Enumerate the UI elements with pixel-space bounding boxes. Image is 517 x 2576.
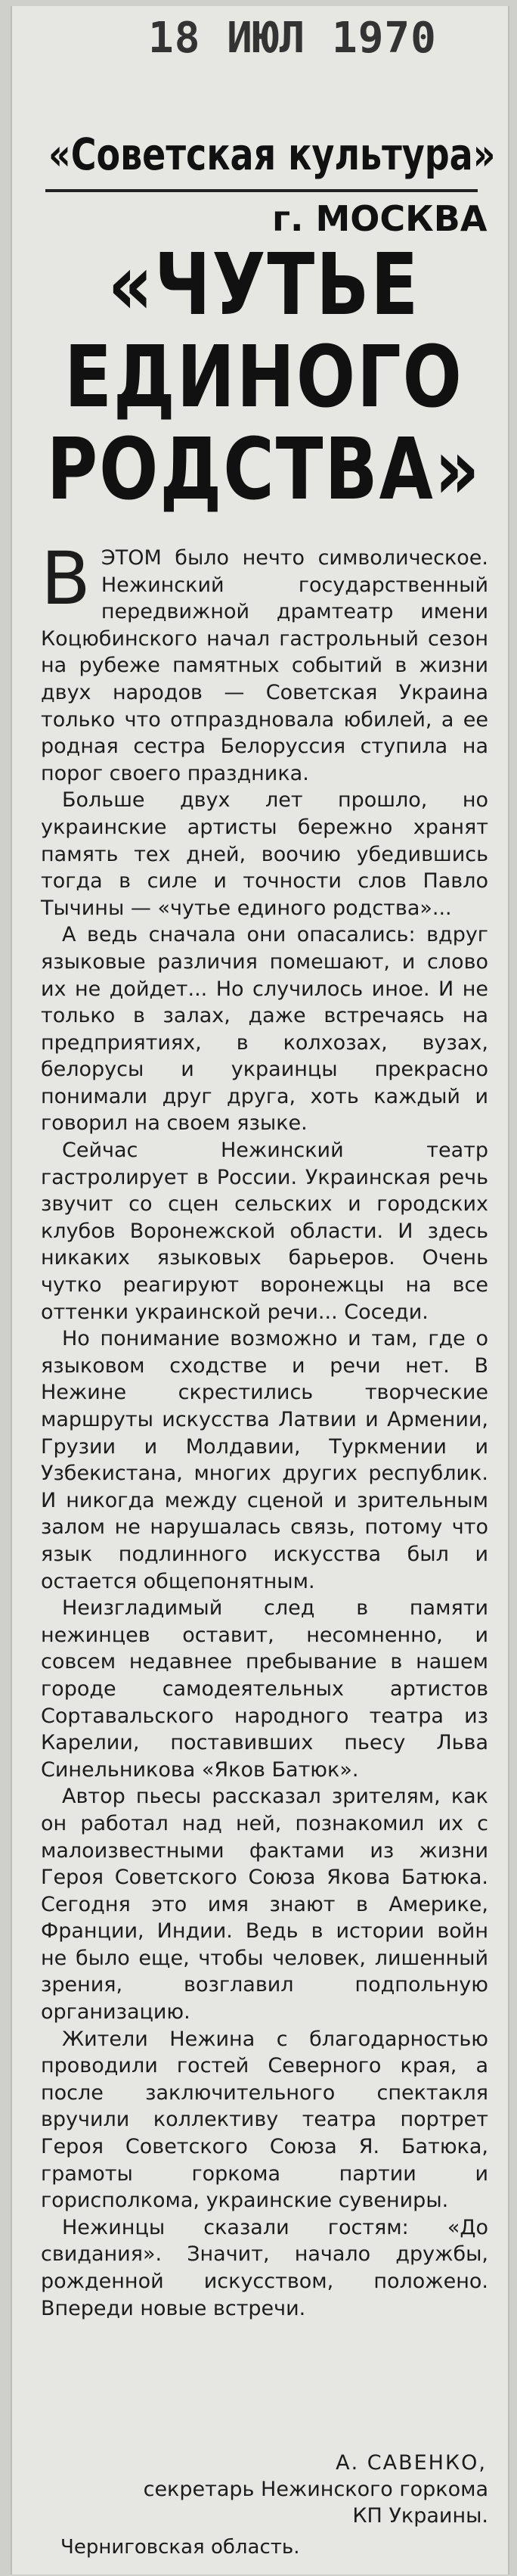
newspaper-name: «Советская культура» bbox=[48, 129, 496, 180]
headline-line-2: ЕДИНОГО bbox=[64, 328, 463, 427]
author-party: КП Украины. bbox=[352, 2504, 488, 2528]
paragraph bbox=[41, 536, 488, 787]
headline-line-1: «ЧУТЬЕ bbox=[107, 235, 420, 334]
author-title: секретарь Нежинского горкома bbox=[143, 2478, 488, 2501]
author-name: А. САВЕНКО, bbox=[336, 2451, 487, 2475]
paragraph-text: ЭТОМ было нечто символическое. Нежинский государственный передвижной драмтеатр имени Коцюбинского начал гастрольный сезон на рубеже памятных событий в жизни двух народов — Советская Украина только что отпраздновала юбилей, а ее родная сестра Белоруссия ступила на порог своего праздника. bbox=[41, 546, 488, 785]
paragraph: Жители Нежина с благодарностью проводили гостей Северного края, а после заключительного спектакля вручили коллективу театра портрет Героя Советского Союза Я. Батюка, грамоты горкома партии и горисполкома, украинские сувениры. bbox=[41, 2027, 488, 2213]
date-stamp: 18 ИЮЛ 1970 bbox=[148, 14, 437, 63]
paragraph: Нежинцы сказали гостям: «До свидания». Значит, начало дружбы, рожденной искусством, положено. Впереди новые встречи. bbox=[41, 2215, 488, 2320]
headline-line-3: РОДСТВА» bbox=[46, 420, 481, 519]
paragraph: Больше двух лет прошло, но украинские артисты бережно хранят память тех дней, воочию убедившись тогда в силе и точности слов Павло Тычины — «чутье единого родства»... bbox=[41, 788, 488, 920]
article-headline bbox=[33, 235, 494, 519]
paragraph: Неизгладимый след в памяти нежинцев оставит, несомненно, и совсем недавнее пребывание в нашем городе самодеятельных артистов Сортавальского народного театра из Карелии, поставивших пьесу Льва Синельникова «Яков Батюк». bbox=[41, 1596, 488, 1782]
paragraph: Автор пьесы рассказал зрителям, как он работал над ней, познакомил их с малоизвестными фактами из жизни Героя Советского Союза Якова Батюка. Сегодня это имя знают в Америке, Франции, Индии. Ведь в истории войн не было еще, чтобы человек, лишенный зрения, возглавил подпольную организацию. bbox=[41, 1785, 488, 2024]
region-label: Черниговская область. bbox=[60, 2536, 300, 2559]
paragraph: Но понимание возможно и там, где о языковом сходстве и речи нет. В Нежине скрестились творческие маршруты искусства Латвии и Армении, Грузии и Молдавии, Туркмении и Узбекистана, многих других республик. И никогда между сценой и зрительным залом не нарушалась связь, потому что язык подлинного искусства был и остается общепонятным. bbox=[41, 1327, 488, 1593]
newspaper-city: г. МОСКВА bbox=[272, 198, 488, 239]
author-signature bbox=[41, 2450, 488, 2529]
header-rule bbox=[45, 189, 478, 192]
drop-cap: В bbox=[41, 536, 91, 621]
article-body bbox=[41, 536, 488, 2322]
paragraph: Сейчас Нежинский театр гастролирует в России. Украинская речь звучит со сцен сельских и городских клубов Воронежской области. И здесь никаких языковых барьеров. Очень чутко реагируют воронежцы на все оттенки украинской речи... Соседи. bbox=[41, 1139, 488, 1324]
paragraph: А ведь сначала они опасались: вдруг языковые различия помешают, и слово их не дойдет... Но случилось иное. И не только в залах, даже встречаясь на предприятиях, в колхозах, вузах, белорусы и украинцы прекрасно понимали друг друга, хоть каждый и говорил на своем языке. bbox=[41, 923, 488, 1136]
